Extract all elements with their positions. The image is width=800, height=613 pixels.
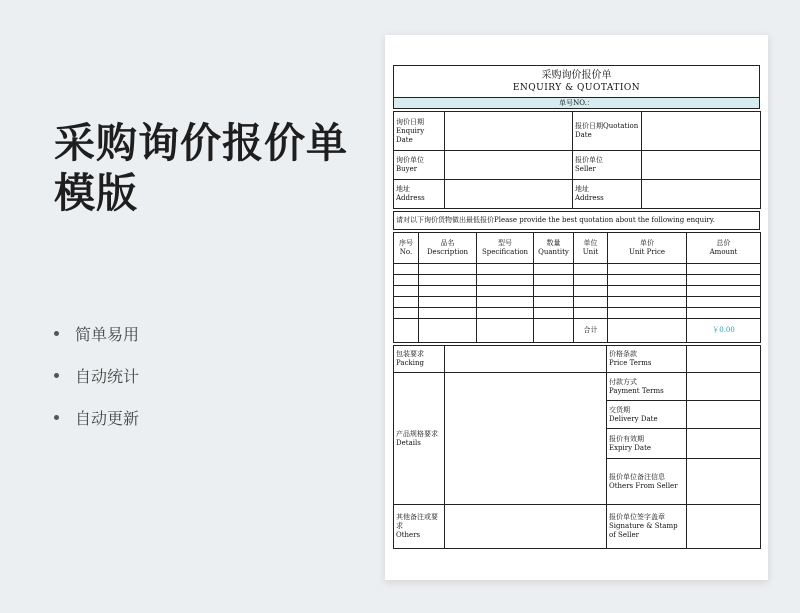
bullet-icon (54, 415, 59, 420)
seller-address-field[interactable] (642, 180, 761, 209)
feature-list (54, 312, 139, 438)
enquiry-form (393, 65, 760, 549)
others-label: 其他备注或要求 Others (394, 505, 445, 549)
form-title (394, 66, 760, 98)
col-amount-header: 总价 Amount (687, 233, 761, 264)
table-row (394, 275, 761, 286)
feature-label: 自动更新 (75, 408, 140, 428)
table-row (394, 286, 761, 297)
col-quantity-header: 数量 Quantity (534, 233, 574, 264)
others-field[interactable] (445, 505, 607, 549)
others-from-seller-field[interactable] (687, 459, 761, 505)
bullet-icon (54, 373, 59, 378)
delivery-date-label: 交货期 Delivery Date (607, 401, 687, 429)
payment-terms-field[interactable] (687, 373, 761, 401)
feature-item (54, 396, 139, 438)
seller-field[interactable] (642, 151, 761, 180)
table-row (394, 264, 761, 275)
delivery-date-field[interactable] (687, 401, 761, 429)
buyer-address-label: 地址 Address (394, 180, 445, 209)
request-note (393, 211, 760, 230)
seller-label: 报价单位 Seller (573, 151, 642, 180)
feature-label: 自动统计 (75, 366, 140, 386)
buyer-field[interactable] (445, 151, 573, 180)
items-table (393, 232, 761, 343)
details-field[interactable] (445, 373, 607, 505)
col-unit-price-header: 单价 Unit Price (608, 233, 687, 264)
details-label: 产品规格要求 Details (394, 373, 445, 505)
buyer-label: 询价单位 Buyer (394, 151, 445, 180)
form-title-en: ENQUIRY & QUOTATION (512, 83, 641, 93)
col-no-header: 序号 No. (394, 233, 419, 264)
col-specification-header: 型号 Specification (477, 233, 534, 264)
total-row (394, 319, 761, 343)
enquiry-date-field[interactable] (445, 112, 573, 151)
expiry-date-field[interactable] (687, 429, 761, 459)
total-label: 合计 (574, 319, 608, 343)
form-header (393, 65, 760, 109)
request-text: 请对以下询价货物做出最低报价Please provide the best quotation about the following enquiry. (394, 212, 760, 230)
table-row (394, 297, 761, 308)
form-title-cn: 采购询价报价单 (541, 70, 612, 81)
others-from-seller-label: 报价单位备注信息 Others From Seller (607, 459, 687, 505)
packing-label: 包装要求 Packing (394, 346, 445, 373)
col-unit-header: 单位 Unit (574, 233, 608, 264)
quotation-date-field[interactable] (642, 112, 761, 151)
price-terms-field[interactable] (687, 346, 761, 373)
promo-title-line2: 模版 (54, 169, 138, 217)
expiry-date-label: 报价有效期 Expiry Date (607, 429, 687, 459)
bullet-icon (54, 331, 59, 336)
quotation-date-label: 报价日期Quotation Date (573, 112, 642, 151)
total-amount: ￥0.00 (687, 319, 761, 343)
price-terms-label: 价格条款 Price Terms (607, 346, 687, 373)
packing-field[interactable] (445, 346, 607, 373)
table-row (394, 308, 761, 319)
terms-table (393, 345, 761, 549)
feature-label: 简单易用 (75, 324, 140, 344)
seller-address-label: 地址 Address (573, 180, 642, 209)
enquiry-date-label: 询价日期 Enquiry Date (394, 112, 445, 151)
promo-title (54, 118, 348, 218)
signature-field[interactable] (687, 505, 761, 549)
feature-item (54, 312, 139, 354)
order-no-label: 单号NO.： (394, 98, 760, 109)
feature-item (54, 354, 139, 396)
buyer-address-field[interactable] (445, 180, 573, 209)
payment-terms-label: 付款方式 Payment Terms (607, 373, 687, 401)
items-header-row (394, 233, 761, 264)
promo-title-line1: 采购询价报价单 (54, 119, 348, 167)
form-preview-paper (385, 35, 768, 580)
signature-label: 报价单位签字盖章 Signature & Stamp of Seller (607, 505, 687, 549)
col-description-header: 品名 Description (419, 233, 477, 264)
info-table (393, 111, 761, 209)
